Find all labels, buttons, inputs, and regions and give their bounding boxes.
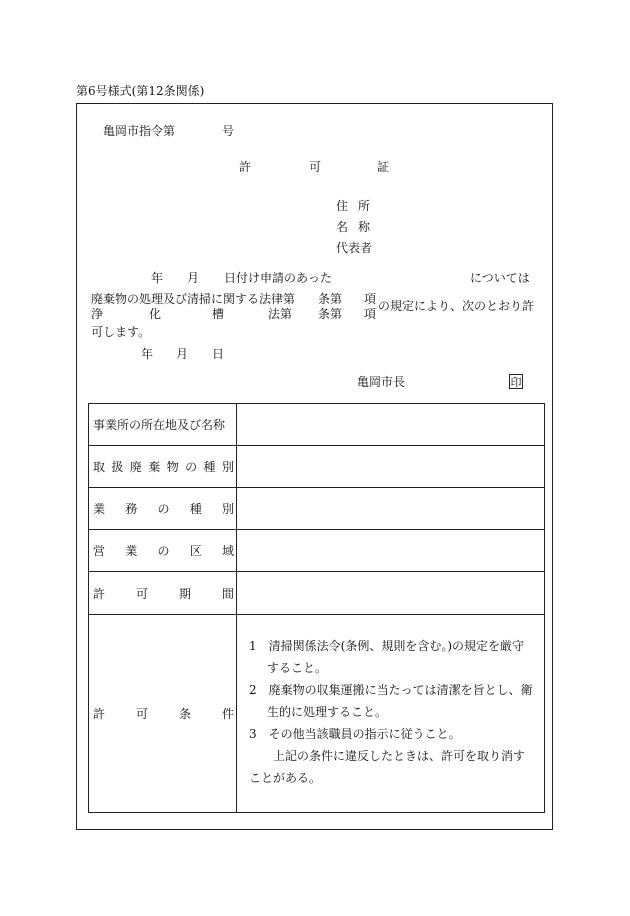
title-char-3: 証 — [377, 160, 390, 174]
table-row — [89, 488, 544, 530]
directive-prefix: 亀岡市指令第 — [103, 124, 176, 138]
label-char: 可 — [135, 707, 148, 721]
table-row — [89, 446, 544, 488]
name-label-1: 名 — [336, 220, 349, 234]
representative-label: 代表者 — [336, 241, 373, 255]
label-char: 種 — [189, 502, 202, 516]
row-label-cell — [89, 446, 237, 487]
label-char: 棄 — [148, 460, 161, 474]
title-char-2: 可 — [309, 160, 322, 174]
law-septic-3: 槽 — [212, 307, 225, 321]
address-label-2: 所 — [358, 199, 371, 213]
law-septic-para: 項 — [364, 307, 377, 321]
row-label-cell — [89, 404, 237, 445]
label-char: 可 — [135, 586, 148, 601]
condition-item-1: 1 清掃関係法令(条例、規則を含む。)の規定を厳守すること。 — [249, 639, 525, 675]
body-last-line: 可します。 — [91, 325, 151, 339]
law-septic-article: 条第 — [318, 307, 343, 321]
row-label-cell — [89, 488, 237, 529]
label-char: 件 — [221, 707, 234, 721]
law-septic-2: 化 — [149, 307, 162, 321]
row-label-conditions — [93, 705, 234, 722]
label-char: 営 — [93, 544, 106, 558]
conditions-text — [249, 635, 535, 789]
table-row — [89, 530, 544, 572]
label-char: 業 — [125, 544, 138, 558]
table-row — [89, 404, 544, 446]
body-year: 年 — [151, 271, 164, 285]
label-char: 区 — [189, 544, 202, 558]
label-char: 物 — [166, 460, 179, 474]
issuer-name: 亀岡市長 — [357, 375, 406, 389]
label-char: の — [185, 460, 198, 474]
condition-note: 上記の条件に違反したときは、許可を取り消すことがある。 — [249, 749, 526, 785]
title-char-1: 許 — [239, 160, 252, 174]
label-char: 域 — [221, 544, 234, 558]
body-month: 月 — [187, 271, 200, 285]
seal-text: 印 — [510, 375, 522, 389]
label-char: 業 — [93, 502, 106, 516]
label-char: 許 — [93, 586, 106, 601]
label-char: 別 — [221, 502, 234, 516]
label-char: の — [157, 502, 170, 516]
row-label-cell — [89, 572, 237, 614]
row-label-location: 事業所の所在地及び名称 — [93, 418, 226, 432]
row-label-cell — [89, 530, 237, 571]
law-waste: 廃棄物の処理及び清掃に関する法律第 — [91, 292, 296, 306]
label-char: 務 — [125, 502, 138, 516]
body-regarding: については — [470, 271, 530, 285]
row-label-permit-period — [93, 585, 234, 602]
label-char: の — [157, 544, 170, 558]
row-label-business-type — [93, 500, 234, 517]
address-label-1: 住 — [336, 199, 349, 213]
label-char: 廃 — [129, 460, 142, 474]
condition-item-3: 3 その他当該職員の指示に従うこと。 — [249, 727, 461, 741]
law-septic-4: 法第 — [268, 307, 293, 321]
permit-table — [88, 403, 545, 813]
label-char: 取 — [93, 460, 106, 474]
label-char: 扱 — [111, 460, 124, 474]
label-char: 許 — [93, 707, 106, 721]
label-char: 間 — [221, 586, 234, 601]
body-continuation: の規定により、次のとおり許 — [378, 299, 535, 313]
issue-year: 年 — [141, 347, 154, 361]
label-char: 条 — [178, 707, 191, 721]
row-label-cell — [89, 615, 237, 812]
label-char: 期 — [178, 586, 191, 601]
seal-box — [509, 374, 523, 389]
name-label-2: 称 — [358, 220, 371, 234]
label-char: 別 — [221, 460, 234, 474]
table-row — [89, 572, 544, 615]
law-waste-article: 条第 — [318, 292, 343, 306]
table-row — [89, 615, 544, 812]
row-label-business-area — [93, 542, 234, 559]
condition-item-2: 2 廃棄物の収集運搬に当たっては清潔を旨とし、衛生的に処理すること。 — [249, 683, 533, 719]
law-waste-para: 項 — [364, 292, 377, 306]
label-char: 種 — [203, 460, 216, 474]
issue-month: 月 — [176, 347, 189, 361]
form-label: 第6号様式(第12条関係) — [76, 84, 205, 98]
body-applied: 日付け申請のあった — [224, 271, 332, 285]
row-label-waste-type — [93, 458, 234, 475]
directive-suffix: 号 — [222, 124, 235, 138]
law-septic-1: 浄 — [91, 307, 104, 321]
issue-day: 日 — [212, 347, 225, 361]
